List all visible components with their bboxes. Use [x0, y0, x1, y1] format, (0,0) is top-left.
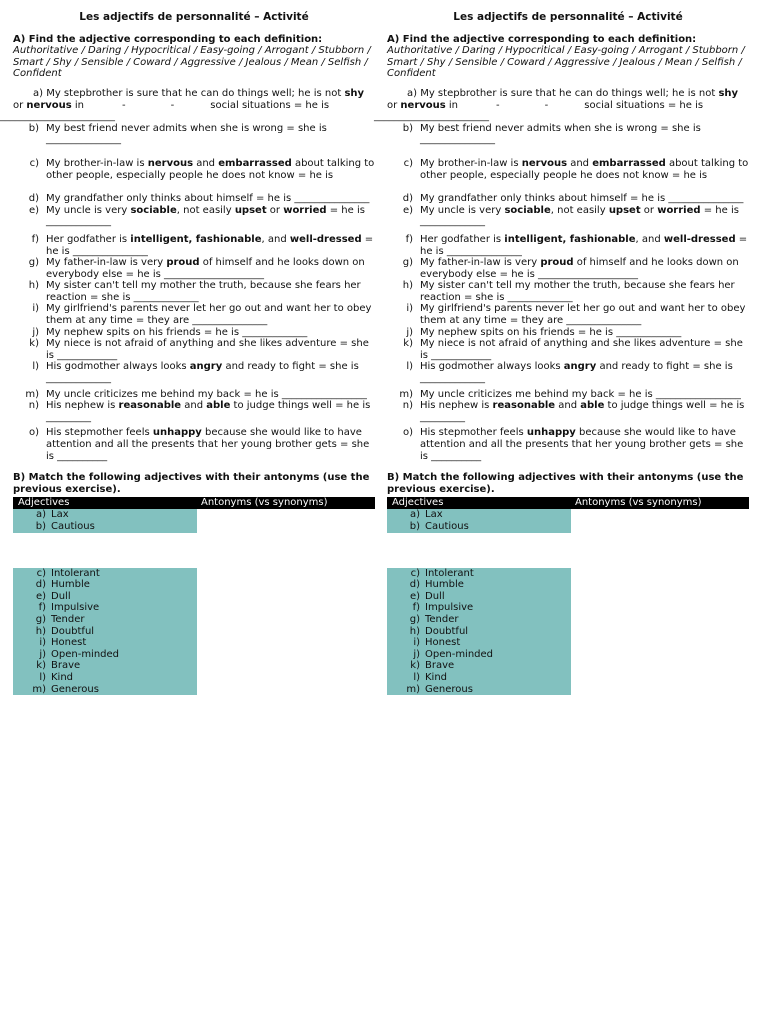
word-bank: Authoritative / Daring / Hypocritical / Easy-going / Arrogant / Stubborn / Smart / Shy / Sensible / Coward / Aggressive / Jealous / Mean / Selfish / Confident [387, 45, 745, 80]
adjective-letter: e) [409, 590, 420, 602]
item-c: c) My brother-in-law is nervous and embarrassed about talking to other people, especially people he does not know = he is [403, 157, 749, 181]
adjective-word: Open-minded [51, 648, 120, 660]
adjective-item [387, 602, 571, 614]
item-b: b) My best friend never admits when she is wrong = she is _______________ [28, 122, 327, 146]
adjective-item [13, 602, 197, 614]
item-b: b) My best friend never admits when she is wrong = she is _______________ [402, 122, 701, 146]
item-h: h) My sister can't tell my mother the truth, because she fears her reaction = she is _____________ [402, 280, 735, 303]
adjective-item [13, 509, 197, 521]
adjective-letter: e) [35, 590, 46, 602]
adjective-letter: j) [413, 648, 420, 660]
adjective-letter: i) [413, 637, 420, 649]
item-i: i) My girlfriend's parents never let her go out and want her to obey them at any time = they are _______________ [32, 303, 372, 327]
adjective-item [13, 684, 197, 696]
adjective-letter: h) [409, 625, 420, 637]
item-l: l) His godmother always looks angry and ready to fight = she is _____________ [406, 361, 733, 385]
adjective-item [387, 626, 571, 638]
adjective-word: Generous [51, 683, 99, 695]
item-n: n) His nephew is reasonable and able to judge things well = he is _________ [402, 400, 745, 423]
antonyms-column-header: Antonyms (vs synonyms) [201, 497, 328, 509]
exercise-list [13, 123, 375, 462]
adjective-word: Humble [425, 579, 464, 591]
item-k: k) My niece is not afraid of anything and she likes adventure = she is ____________ [403, 338, 743, 361]
adjective-word: Humble [51, 579, 90, 591]
item-i: i) My girlfriend's parents never let her go out and want her to obey them at any time = they are _______________ [406, 303, 746, 327]
adjective-item [13, 614, 197, 626]
adjective-item [13, 626, 197, 638]
adjective-letter: g) [409, 613, 420, 625]
adjective-word: Cautious [51, 520, 95, 532]
item-d: d) My grandfather only thinks about himself = he is _______________ [28, 193, 370, 205]
adjective-word: Cautious [425, 520, 469, 532]
adjective-item [13, 579, 197, 591]
adjective-word: Impulsive [425, 602, 474, 614]
item-e: e) My uncle is very sociable, not easily upset or worried = he is _____________ [28, 204, 365, 228]
worksheet-left [0, 11, 375, 695]
item-c: c) My brother-in-law is nervous and embarrassed about talking to other people, especially people he does not know = he is [29, 157, 375, 181]
adjective-word: Dull [51, 590, 71, 602]
adjective-item [387, 568, 571, 580]
adjective-word: Impulsive [51, 602, 100, 614]
adjective-item [13, 568, 197, 580]
adjective-letter: a) [35, 509, 46, 521]
adjective-item [387, 579, 571, 591]
adjective-word: Kind [51, 671, 74, 683]
item-g: g) My father-in-law is very proud of himself and he looks down on everybody else = he is ____________________ [402, 257, 739, 280]
item-j: j) My nephew spits on his friends = he is _____________ [32, 326, 308, 338]
adjective-letter: m) [406, 683, 420, 695]
table-header [13, 497, 375, 509]
adjective-item [387, 684, 571, 696]
page-title: Les adjectifs de personnalité – Activité [453, 11, 683, 23]
adjectives-column-header: Adjectives [392, 497, 444, 509]
exercise-list [387, 123, 749, 462]
adjective-item [13, 660, 197, 672]
adjective-letter: f) [412, 602, 420, 614]
antonyms-column-header: Antonyms (vs synonyms) [575, 497, 702, 509]
adjective-letter: g) [35, 613, 46, 625]
item-d: d) My grandfather only thinks about himself = he is _______________ [402, 193, 744, 205]
adjective-item [387, 660, 571, 672]
adjective-letter: d) [35, 579, 46, 591]
adjective-letter: h) [35, 625, 46, 637]
page-title: Les adjectifs de personnalité – Activité [79, 11, 309, 23]
adjective-word: Brave [425, 660, 455, 672]
adjective-word: Lax [51, 509, 69, 521]
section-b-heading: B) Match the following adjectives with their antonyms (use the previous exercise). [13, 472, 370, 495]
table-header [387, 497, 749, 509]
adjectives-group-2 [387, 568, 571, 696]
item-j: j) My nephew spits on his friends = he is _____________ [406, 326, 682, 338]
adjective-word: Honest [425, 637, 461, 649]
adjective-item [387, 637, 571, 649]
adjective-word: Tender [425, 613, 459, 625]
adjective-item [13, 591, 197, 603]
adjectives-group-2 [13, 568, 197, 696]
adjective-word: Intolerant [425, 567, 474, 579]
adjective-word: Brave [51, 660, 81, 672]
adjective-word: Honest [51, 637, 87, 649]
item-f: f) Her godfather is intelligent, fashionable, and well-dressed = he is _______________ [405, 233, 748, 257]
item-n: n) His nephew is reasonable and able to judge things well = he is _________ [28, 400, 371, 423]
adjectives-column-header: Adjectives [18, 497, 70, 509]
adjectives-group-1 [13, 509, 197, 532]
item-h: h) My sister can't tell my mother the truth, because she fears her reaction = she is _____________ [28, 280, 361, 303]
adjective-letter: l) [39, 671, 46, 683]
worksheet-right [374, 11, 749, 695]
section-b-heading: B) Match the following adjectives with their antonyms (use the previous exercise). [387, 472, 744, 495]
item-f: f) Her godfather is intelligent, fashionable, and well-dressed = he is _______________ [31, 233, 374, 257]
adjective-letter: f) [38, 602, 46, 614]
adjective-letter: c) [36, 567, 46, 579]
adjective-word: Generous [425, 683, 473, 695]
adjective-item [13, 649, 197, 661]
adjective-word: Doubtful [425, 625, 469, 637]
section-a-heading: A) Find the adjective corresponding to each definition: [13, 33, 323, 45]
item-l: l) His godmother always looks angry and ready to fight = she is _____________ [32, 361, 359, 385]
adjective-item [13, 521, 197, 533]
item-m: m) My uncle criticizes me behind my back = he is _________________ [399, 388, 741, 400]
adjective-word: Dull [425, 590, 445, 602]
adjective-item [387, 591, 571, 603]
adjective-item [13, 637, 197, 649]
adjective-letter: m) [32, 683, 46, 695]
adjective-item [387, 672, 571, 684]
adjective-item [387, 509, 571, 521]
item-a: a) My stepbrother is sure that he can do things well; he is not shy or nervous in - - social situations = he is _______________________ [0, 87, 365, 123]
word-bank: Authoritative / Daring / Hypocritical / Easy-going / Arrogant / Stubborn / Smart / Shy / Sensible / Coward / Aggressive / Jealous / Mean / Selfish / Confident [13, 45, 371, 80]
section-a-heading: A) Find the adjective corresponding to each definition: [387, 33, 697, 45]
adjective-item [387, 521, 571, 533]
adjective-letter: j) [39, 648, 46, 660]
item-k: k) My niece is not afraid of anything and she likes adventure = she is ____________ [29, 338, 369, 361]
adjective-letter: d) [409, 579, 420, 591]
adjective-word: Open-minded [425, 648, 494, 660]
item-a: a) My stepbrother is sure that he can do things well; he is not shy or nervous in - - social situations = he is _______________________ [374, 87, 739, 123]
adjective-letter: k) [410, 660, 420, 672]
item-o: o) His stepmother feels unhappy because she would like to have attention and all the presents that her young brother gets = she is __________ [402, 427, 744, 462]
adjective-word: Lax [425, 509, 443, 521]
adjective-word: Kind [425, 671, 448, 683]
adjective-letter: i) [39, 637, 46, 649]
adjective-item [387, 649, 571, 661]
adjective-letter: a) [409, 509, 420, 521]
adjective-letter: b) [409, 520, 420, 532]
adjective-item [13, 672, 197, 684]
item-g: g) My father-in-law is very proud of himself and he looks down on everybody else = he is ____________________ [28, 257, 365, 280]
item-o: o) His stepmother feels unhappy because she would like to have attention and all the presents that her young brother gets = she is __________ [28, 427, 370, 462]
adjective-item [387, 614, 571, 626]
adjective-word: Intolerant [51, 567, 100, 579]
item-e: e) My uncle is very sociable, not easily upset or worried = he is _____________ [402, 204, 739, 228]
adjective-letter: k) [36, 660, 46, 672]
adjective-word: Doubtful [51, 625, 95, 637]
adjective-letter: l) [413, 671, 420, 683]
adjective-letter: b) [35, 520, 46, 532]
adjectives-group-1 [387, 509, 571, 532]
adjective-word: Tender [51, 613, 85, 625]
adjective-letter: c) [410, 567, 420, 579]
item-m: m) My uncle criticizes me behind my back = he is _________________ [25, 388, 367, 400]
